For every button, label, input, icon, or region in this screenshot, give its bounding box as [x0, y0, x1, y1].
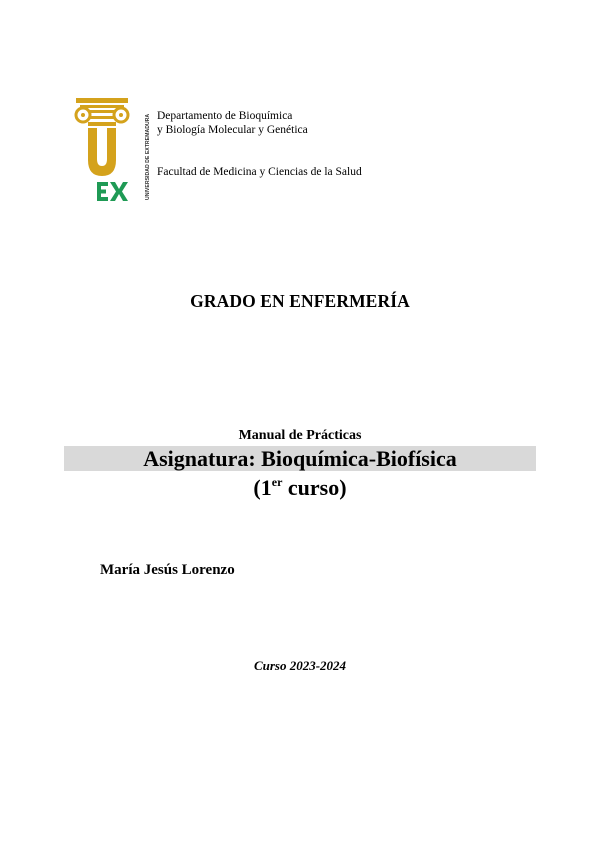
logo-side-text: UNIVERSIDAD DE EXTREMADURA [145, 113, 151, 200]
degree-title: GRADO EN ENFERMERÍA [190, 291, 410, 311]
faculty-name: Facultad de Medicina y Ciencias de la Salud [157, 166, 362, 178]
course-ordinal-suffix: er [271, 475, 283, 489]
academic-year: Curso 2023-2024 [253, 658, 347, 673]
course-close: curso) [282, 475, 347, 500]
manual-label: Manual de Prácticas [238, 428, 362, 443]
university-logo [74, 96, 154, 204]
course-open: (1 [253, 475, 272, 500]
author-name: María Jesús Lorenzo [100, 562, 235, 578]
uex-logo-mark [74, 96, 154, 204]
course-year [0, 474, 600, 501]
department-line-2: y Biología Molecular y Genética [157, 124, 308, 136]
department-line-1: Departamento de Bioquímica [157, 110, 293, 122]
subject-title: Asignatura: Bioquímica-Biofísica [143, 446, 457, 471]
